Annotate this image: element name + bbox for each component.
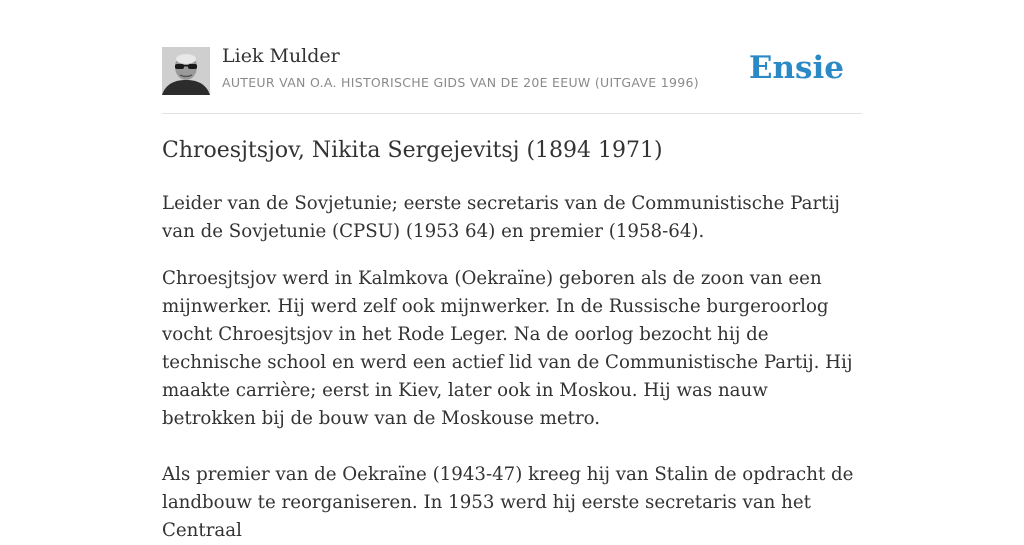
author-description: AUTEUR VAN O.A. HISTORISCHE GIDS VAN DE 20E EEUW (UITGAVE 1996) bbox=[222, 75, 699, 90]
article-paragraph: Leider van de Sovjetunie; eerste secretaris van de Communistische Partij van de Sovjetunie (CPSU) (1953 64) en premier (1958-64). bbox=[162, 193, 840, 242]
article-title: Chroesjtsjov, Nikita Sergejevitsj (1894 1971) bbox=[162, 138, 663, 163]
article-card bbox=[162, 0, 862, 541]
author-header bbox=[162, 0, 862, 114]
author-name[interactable]: Liek Mulder bbox=[222, 45, 340, 67]
article-paragraph: Chroesjtsjov werd in Kalmkova (Oekraïne) geboren als de zoon van een mijnwerker. Hij werd zelf ook mijnwerker. In de Russische burgeroorlog vocht Chroesjtsjov in het Rode Leger. Na de oorlog bezocht hij de technische school en werd een actief lid van de Communistische Partij. Hij maakte carrière; eerst in Kiev, later ook in Moskou. Hij was nauw betrokken bij de bouw van de Moskouse metro. bbox=[162, 268, 853, 429]
brand-logo[interactable]: Ensie bbox=[748, 50, 844, 86]
author-avatar[interactable] bbox=[162, 47, 210, 95]
person-photo-icon bbox=[162, 47, 210, 95]
article-paragraph: Als premier van de Oekraïne (1943-47) kreeg hij van Stalin de opdracht de landbouw te reorganiseren. In 1953 werd hij eerste secretaris van het Centraal bbox=[162, 464, 854, 541]
